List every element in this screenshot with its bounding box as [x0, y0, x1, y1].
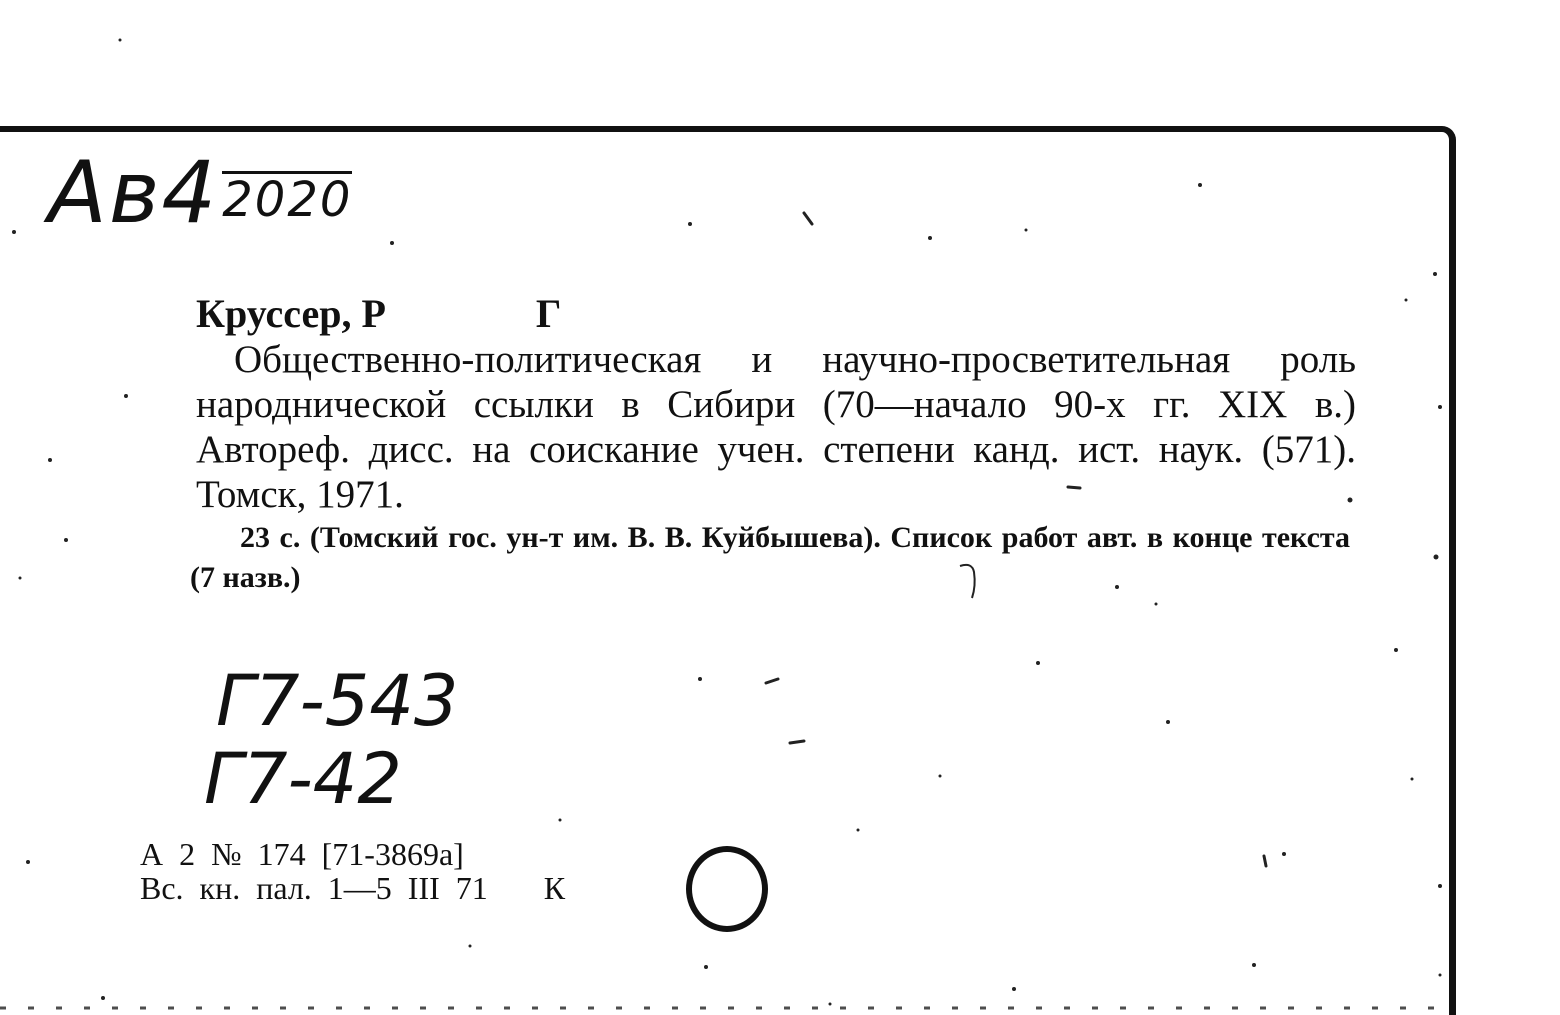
author-name: Круссер, Р	[196, 291, 386, 336]
author-heading	[196, 290, 561, 337]
circle-stamp	[686, 846, 768, 932]
shelf-mark-main: Ав4	[48, 143, 219, 243]
pencil-mark	[958, 560, 978, 600]
registry-letter: К	[543, 870, 566, 906]
work-title: Общественно-политическая и научно-просветительная роль народнической ссылки в Сибири (70—начало 90-х гг. XIX в.) Автореф. дисс. на соискание учен. степени канд. ист. наук. (571). Томск, 1971.	[196, 338, 1356, 516]
author-initial: Г	[535, 291, 562, 336]
registry-line-2-text: Вс. кн. пал. 1—5 III 71	[140, 870, 488, 906]
shelf-mark-number: 2020	[222, 172, 353, 228]
bibliographic-notes: 23 с. (Томский гос. ун-т им. В. В. Куйбышева). Список работ авт. в конце текста (7 назв.)	[190, 521, 1350, 594]
handwritten-code-1: Г7-543	[216, 660, 459, 742]
registry-line-2	[140, 870, 565, 907]
registry-line-1: А 2 № 174 [71-3869а]	[140, 836, 464, 872]
handwritten-code-2: Г7-42	[204, 738, 402, 820]
shelf-mark	[48, 143, 353, 243]
